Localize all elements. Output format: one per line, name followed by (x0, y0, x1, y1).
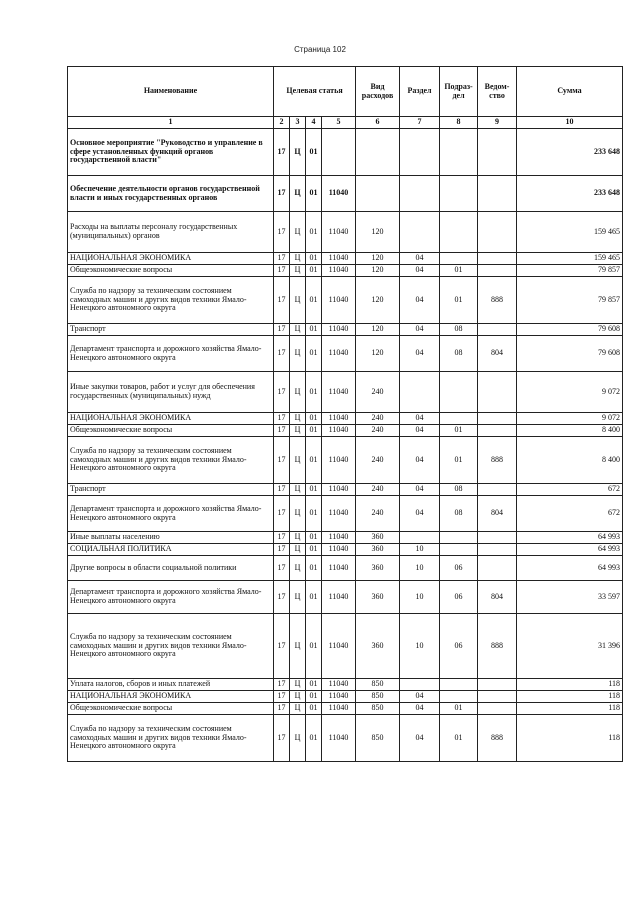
header-expense-type: Вид расходов (356, 67, 400, 117)
row-target-subprogram: Ц (290, 253, 306, 265)
row-target-activity: 01 (306, 484, 322, 496)
table-row (68, 277, 623, 324)
row-name: Служба по надзору за техническим состоянием самоходных машин и других видов техники Ямало-Ненецкого автономного округа (68, 715, 274, 762)
row-name: Другие вопросы в области социальной политики (68, 556, 274, 581)
row-department (478, 484, 517, 496)
table-row (68, 372, 623, 413)
row-expense-type: 120 (356, 253, 400, 265)
row-target-code: 11040 (322, 581, 356, 614)
row-target-subprogram: Ц (290, 614, 306, 679)
row-target-program: 17 (274, 437, 290, 484)
row-target-activity: 01 (306, 277, 322, 324)
row-name: Служба по надзору за техническим состоянием самоходных машин и других видов техники Ямало-Ненецкого автономного округа (68, 277, 274, 324)
table-row (68, 253, 623, 265)
row-subsection: 06 (440, 581, 478, 614)
row-target-subprogram: Ц (290, 715, 306, 762)
row-target-subprogram: Ц (290, 413, 306, 425)
row-target-subprogram: Ц (290, 437, 306, 484)
row-target-program: 17 (274, 324, 290, 336)
row-subsection: 08 (440, 496, 478, 532)
row-target-code: 11040 (322, 703, 356, 715)
row-target-activity: 01 (306, 703, 322, 715)
row-department (478, 176, 517, 212)
row-sum: 118 (517, 715, 623, 762)
col-number: 8 (440, 117, 478, 129)
row-target-activity: 01 (306, 176, 322, 212)
row-expense-type: 120 (356, 265, 400, 277)
row-expense-type (356, 176, 400, 212)
row-expense-type: 240 (356, 413, 400, 425)
row-target-code: 11040 (322, 253, 356, 265)
row-target-code: 11040 (322, 425, 356, 437)
row-name: Иные выплаты населению (68, 532, 274, 544)
row-subsection (440, 691, 478, 703)
row-target-activity: 01 (306, 544, 322, 556)
col-number: 10 (517, 117, 623, 129)
row-expense-type: 850 (356, 691, 400, 703)
row-target-activity: 01 (306, 336, 322, 372)
row-subsection: 01 (440, 277, 478, 324)
row-target-program: 17 (274, 679, 290, 691)
row-sum: 118 (517, 703, 623, 715)
row-target-program: 17 (274, 614, 290, 679)
row-section: 10 (400, 544, 440, 556)
row-target-activity: 01 (306, 129, 322, 176)
row-section: 04 (400, 496, 440, 532)
row-sum: 79 857 (517, 265, 623, 277)
col-number: 5 (322, 117, 356, 129)
table-row (68, 544, 623, 556)
row-target-program: 17 (274, 413, 290, 425)
row-sum: 672 (517, 496, 623, 532)
row-name: Департамент транспорта и дорожного хозяйства Ямало-Ненецкого автономного округа (68, 336, 274, 372)
row-sum: 118 (517, 679, 623, 691)
row-target-subprogram: Ц (290, 425, 306, 437)
row-target-code: 11040 (322, 614, 356, 679)
row-sum: 33 597 (517, 581, 623, 614)
row-target-activity: 01 (306, 532, 322, 544)
row-target-subprogram: Ц (290, 532, 306, 544)
row-subsection (440, 253, 478, 265)
row-subsection: 08 (440, 324, 478, 336)
row-target-program: 17 (274, 556, 290, 581)
row-expense-type: 850 (356, 679, 400, 691)
row-target-subprogram: Ц (290, 691, 306, 703)
row-subsection: 01 (440, 715, 478, 762)
row-subsection: 01 (440, 425, 478, 437)
row-target-activity: 01 (306, 372, 322, 413)
table-row (68, 212, 623, 253)
row-department (478, 691, 517, 703)
col-number: 2 (274, 117, 290, 129)
row-sum: 64 993 (517, 544, 623, 556)
row-target-code: 11040 (322, 544, 356, 556)
row-expense-type: 120 (356, 277, 400, 324)
row-target-activity: 01 (306, 324, 322, 336)
row-department (478, 253, 517, 265)
row-subsection (440, 212, 478, 253)
table-row (68, 129, 623, 176)
table-row (68, 413, 623, 425)
row-target-subprogram: Ц (290, 372, 306, 413)
row-section: 04 (400, 715, 440, 762)
row-section: 10 (400, 581, 440, 614)
table-row (68, 496, 623, 532)
row-department: 888 (478, 715, 517, 762)
row-expense-type: 240 (356, 496, 400, 532)
row-target-subprogram: Ц (290, 176, 306, 212)
row-sum: 64 993 (517, 532, 623, 544)
row-target-code: 11040 (322, 556, 356, 581)
row-target-code: 11040 (322, 437, 356, 484)
row-department: 888 (478, 614, 517, 679)
table-row (68, 437, 623, 484)
row-sum: 159 465 (517, 212, 623, 253)
row-target-code: 11040 (322, 715, 356, 762)
row-target-code: 11040 (322, 265, 356, 277)
row-target-code: 11040 (322, 496, 356, 532)
row-department: 888 (478, 437, 517, 484)
row-section: 10 (400, 556, 440, 581)
row-target-subprogram: Ц (290, 277, 306, 324)
row-section (400, 176, 440, 212)
row-name: Уплата налогов, сборов и иных платежей (68, 679, 274, 691)
table-row (68, 324, 623, 336)
row-target-subprogram: Ц (290, 703, 306, 715)
row-target-code: 11040 (322, 679, 356, 691)
row-name: НАЦИОНАЛЬНАЯ ЭКОНОМИКА (68, 253, 274, 265)
row-expense-type: 240 (356, 437, 400, 484)
row-subsection: 06 (440, 556, 478, 581)
row-target-program: 17 (274, 277, 290, 324)
row-target-code: 11040 (322, 212, 356, 253)
row-target-subprogram: Ц (290, 324, 306, 336)
row-target-code: 11040 (322, 336, 356, 372)
row-target-subprogram: Ц (290, 679, 306, 691)
row-sum: 672 (517, 484, 623, 496)
row-target-code: 11040 (322, 691, 356, 703)
row-target-code: 11040 (322, 176, 356, 212)
row-sum: 8 400 (517, 425, 623, 437)
row-target-code: 11040 (322, 372, 356, 413)
row-target-program: 17 (274, 129, 290, 176)
row-name: Общеэкономические вопросы (68, 425, 274, 437)
column-number-row (68, 117, 623, 129)
row-department (478, 679, 517, 691)
row-target-activity: 01 (306, 413, 322, 425)
row-department (478, 532, 517, 544)
row-subsection: 06 (440, 614, 478, 679)
table-row (68, 425, 623, 437)
row-target-subprogram: Ц (290, 496, 306, 532)
row-target-activity: 01 (306, 253, 322, 265)
row-section: 04 (400, 691, 440, 703)
row-expense-type: 360 (356, 556, 400, 581)
row-target-program: 17 (274, 253, 290, 265)
row-name: Служба по надзору за техническим состоянием самоходных машин и других видов техники Ямало-Ненецкого автономного округа (68, 614, 274, 679)
row-section: 04 (400, 336, 440, 372)
header-section: Раздел (400, 67, 440, 117)
header-target: Целевая статья (274, 67, 356, 117)
header-row (68, 67, 623, 117)
row-name: Общеэкономические вопросы (68, 265, 274, 277)
row-subsection (440, 176, 478, 212)
row-sum: 233 648 (517, 176, 623, 212)
row-target-program: 17 (274, 212, 290, 253)
row-sum: 9 072 (517, 372, 623, 413)
row-sum: 233 648 (517, 129, 623, 176)
row-name: Транспорт (68, 324, 274, 336)
row-subsection (440, 413, 478, 425)
row-name: Служба по надзору за техническим состоянием самоходных машин и других видов техники Ямало-Ненецкого автономного округа (68, 437, 274, 484)
row-subsection (440, 372, 478, 413)
row-subsection: 01 (440, 703, 478, 715)
row-section (400, 532, 440, 544)
row-sum: 31 396 (517, 614, 623, 679)
row-sum: 79 608 (517, 324, 623, 336)
table-row (68, 556, 623, 581)
row-name: Департамент транспорта и дорожного хозяйства Ямало-Ненецкого автономного округа (68, 496, 274, 532)
table-row (68, 532, 623, 544)
row-target-program: 17 (274, 336, 290, 372)
row-expense-type: 850 (356, 715, 400, 762)
row-subsection: 01 (440, 437, 478, 484)
row-section: 04 (400, 425, 440, 437)
row-target-activity: 01 (306, 679, 322, 691)
row-expense-type: 240 (356, 372, 400, 413)
row-target-activity: 01 (306, 437, 322, 484)
row-target-activity: 01 (306, 212, 322, 253)
row-target-program: 17 (274, 544, 290, 556)
row-section (400, 212, 440, 253)
row-target-program: 17 (274, 265, 290, 277)
row-target-code: 11040 (322, 413, 356, 425)
row-expense-type (356, 129, 400, 176)
row-subsection (440, 679, 478, 691)
row-name: Иные закупки товаров, работ и услуг для обеспечения государственных (муниципальных) нужд (68, 372, 274, 413)
row-target-activity: 01 (306, 425, 322, 437)
row-department: 804 (478, 336, 517, 372)
table-row (68, 336, 623, 372)
row-section: 04 (400, 324, 440, 336)
col-number: 6 (356, 117, 400, 129)
row-target-activity: 01 (306, 691, 322, 703)
col-number: 1 (68, 117, 274, 129)
row-name: НАЦИОНАЛЬНАЯ ЭКОНОМИКА (68, 691, 274, 703)
row-sum: 64 993 (517, 556, 623, 581)
row-target-program: 17 (274, 715, 290, 762)
row-department (478, 703, 517, 715)
row-name: Департамент транспорта и дорожного хозяйства Ямало-Ненецкого автономного округа (68, 581, 274, 614)
row-name: Общеэкономические вопросы (68, 703, 274, 715)
row-expense-type: 360 (356, 532, 400, 544)
row-subsection: 08 (440, 484, 478, 496)
row-subsection: 08 (440, 336, 478, 372)
row-target-activity: 01 (306, 581, 322, 614)
row-department: 888 (478, 277, 517, 324)
row-name: Расходы на выплаты персоналу государственных (муниципальных) органов (68, 212, 274, 253)
row-subsection (440, 544, 478, 556)
row-section: 04 (400, 437, 440, 484)
row-name: СОЦИАЛЬНАЯ ПОЛИТИКА (68, 544, 274, 556)
row-target-subprogram: Ц (290, 544, 306, 556)
row-target-program: 17 (274, 532, 290, 544)
row-section (400, 679, 440, 691)
row-expense-type: 360 (356, 581, 400, 614)
row-sum: 79 608 (517, 336, 623, 372)
row-section: 04 (400, 703, 440, 715)
row-name: Основное мероприятие "Руководство и управление в сфере установленных функций органов государственной власти" (68, 129, 274, 176)
row-name: Обеспечение деятельности органов государственной власти и иных государственных органов (68, 176, 274, 212)
row-department (478, 556, 517, 581)
table-row (68, 679, 623, 691)
row-target-activity: 01 (306, 496, 322, 532)
row-expense-type: 120 (356, 336, 400, 372)
row-section: 04 (400, 277, 440, 324)
table-row (68, 715, 623, 762)
row-expense-type: 850 (356, 703, 400, 715)
row-section: 04 (400, 265, 440, 277)
row-department (478, 413, 517, 425)
row-target-program: 17 (274, 484, 290, 496)
table-row (68, 691, 623, 703)
header-subsection: Подраз-дел (440, 67, 478, 117)
row-department: 804 (478, 581, 517, 614)
row-department: 804 (478, 496, 517, 532)
col-number: 4 (306, 117, 322, 129)
row-target-program: 17 (274, 372, 290, 413)
row-sum: 79 857 (517, 277, 623, 324)
row-department (478, 544, 517, 556)
row-expense-type: 120 (356, 324, 400, 336)
row-section: 04 (400, 413, 440, 425)
row-section (400, 372, 440, 413)
row-target-program: 17 (274, 581, 290, 614)
row-target-program: 17 (274, 691, 290, 703)
col-number: 3 (290, 117, 306, 129)
row-target-program: 17 (274, 703, 290, 715)
row-name: НАЦИОНАЛЬНАЯ ЭКОНОМИКА (68, 413, 274, 425)
row-sum: 8 400 (517, 437, 623, 484)
row-target-program: 17 (274, 176, 290, 212)
row-expense-type: 240 (356, 484, 400, 496)
row-target-activity: 01 (306, 265, 322, 277)
row-department (478, 212, 517, 253)
row-target-code: 11040 (322, 324, 356, 336)
row-section (400, 129, 440, 176)
row-target-subprogram: Ц (290, 556, 306, 581)
row-target-code: 11040 (322, 277, 356, 324)
col-number: 7 (400, 117, 440, 129)
table-row (68, 265, 623, 277)
row-target-program: 17 (274, 496, 290, 532)
row-target-subprogram: Ц (290, 484, 306, 496)
row-expense-type: 120 (356, 212, 400, 253)
row-name: Транспорт (68, 484, 274, 496)
row-target-subprogram: Ц (290, 212, 306, 253)
row-sum: 118 (517, 691, 623, 703)
row-target-subprogram: Ц (290, 265, 306, 277)
row-subsection: 01 (440, 265, 478, 277)
row-department (478, 324, 517, 336)
row-target-subprogram: Ц (290, 129, 306, 176)
row-subsection (440, 532, 478, 544)
row-target-program: 17 (274, 425, 290, 437)
budget-table (67, 66, 623, 762)
table-body (68, 129, 623, 762)
row-sum: 159 465 (517, 253, 623, 265)
table-row (68, 484, 623, 496)
row-section: 10 (400, 614, 440, 679)
row-target-subprogram: Ц (290, 336, 306, 372)
table-row (68, 176, 623, 212)
row-target-activity: 01 (306, 715, 322, 762)
row-expense-type: 360 (356, 544, 400, 556)
row-section: 04 (400, 253, 440, 265)
row-expense-type: 240 (356, 425, 400, 437)
col-number: 9 (478, 117, 517, 129)
row-section: 04 (400, 484, 440, 496)
table-row (68, 581, 623, 614)
row-target-code (322, 129, 356, 176)
table-row (68, 614, 623, 679)
header-sum: Сумма (517, 67, 623, 117)
row-target-activity: 01 (306, 614, 322, 679)
page-header: Страница 102 (294, 45, 346, 54)
table-row (68, 703, 623, 715)
row-target-code: 11040 (322, 484, 356, 496)
row-department (478, 425, 517, 437)
row-target-code: 11040 (322, 532, 356, 544)
row-sum: 9 072 (517, 413, 623, 425)
row-subsection (440, 129, 478, 176)
header-name: Наименование (68, 67, 274, 117)
row-department (478, 129, 517, 176)
row-target-subprogram: Ц (290, 581, 306, 614)
row-department (478, 265, 517, 277)
header-department: Ведом-ство (478, 67, 517, 117)
row-expense-type: 360 (356, 614, 400, 679)
row-department (478, 372, 517, 413)
row-target-activity: 01 (306, 556, 322, 581)
